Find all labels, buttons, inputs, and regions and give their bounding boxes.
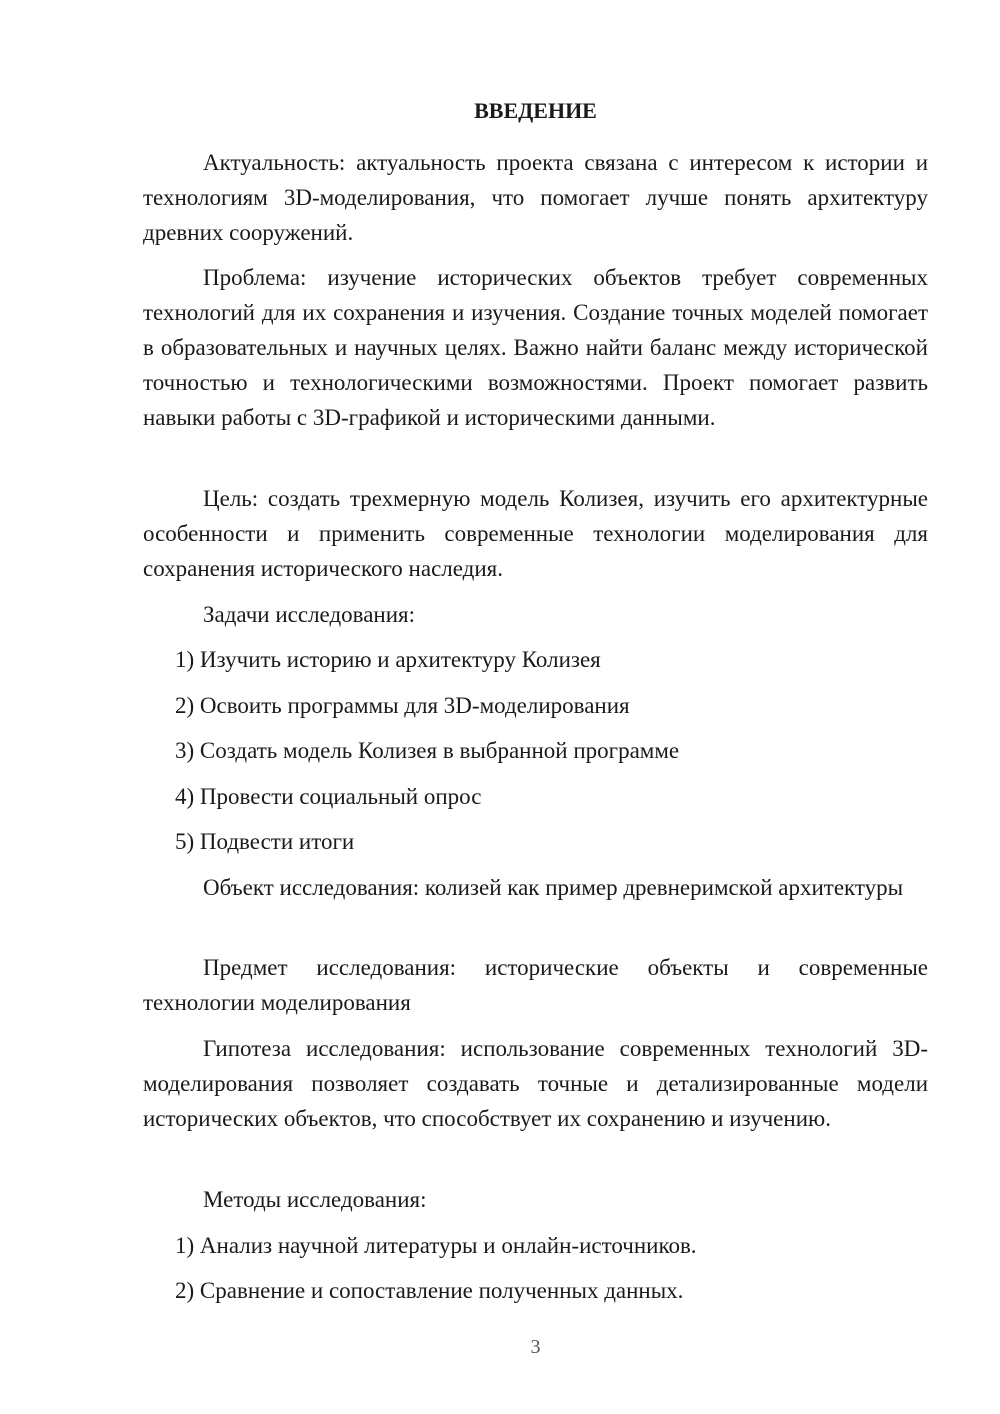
task-item: 1) Изучить историю и архитектуру Колизея bbox=[175, 647, 601, 672]
task-item: 4) Провести социальный опрос bbox=[175, 784, 482, 809]
paragraph-problem: Проблема: изучение исторических объектов требует современных технологий для их сохранения и изучения. Создание точных моделей помогает в образовательных и научных целях. Важно найти баланс между исторической точностью и технологическими возможностями. Проект помогает развить навыки работы с 3D-графикой и историческими данными. bbox=[143, 265, 928, 430]
paragraph-hypothesis: Гипотеза исследования: использование современных технологий 3D-моделирования позволяет создавать точные и детализированные модели исторических объектов, что способствует их сохранению и изучению. bbox=[143, 1036, 928, 1131]
task-item: 2) Освоить программы для 3D-моделирования bbox=[175, 693, 630, 718]
method-item: 2) Сравнение и сопоставление полученных данных. bbox=[175, 1278, 684, 1303]
task-item: 3) Создать модель Колизея в выбранной программе bbox=[175, 738, 680, 763]
document-page bbox=[143, 0, 928, 1414]
paragraph-object: Объект исследования: колизей как пример древнеримской архитектуры bbox=[203, 875, 904, 900]
paragraph-relevance: Актуальность: актуальность проекта связана с интересом к истории и технологиям 3D-моделирования, что помогает лучше понять архитектуру древних сооружений. bbox=[143, 150, 928, 245]
page-number: 3 bbox=[530, 1336, 541, 1358]
method-item: 1) Анализ научной литературы и онлайн-источников. bbox=[175, 1233, 697, 1258]
paragraph-subject: Предмет исследования: исторические объекты и современные технологии моделирования bbox=[143, 955, 928, 1015]
task-item: 5) Подвести итоги bbox=[175, 829, 355, 854]
page-title: ВВЕДЕНИЕ bbox=[474, 98, 597, 123]
paragraph-goal: Цель: создать трехмерную модель Колизея, изучить его архитектурные особенности и применить современные технологии моделирования для сохранения исторического наследия. bbox=[143, 486, 928, 581]
methods-heading: Методы исследования: bbox=[203, 1187, 427, 1212]
tasks-heading: Задачи исследования: bbox=[203, 602, 416, 627]
